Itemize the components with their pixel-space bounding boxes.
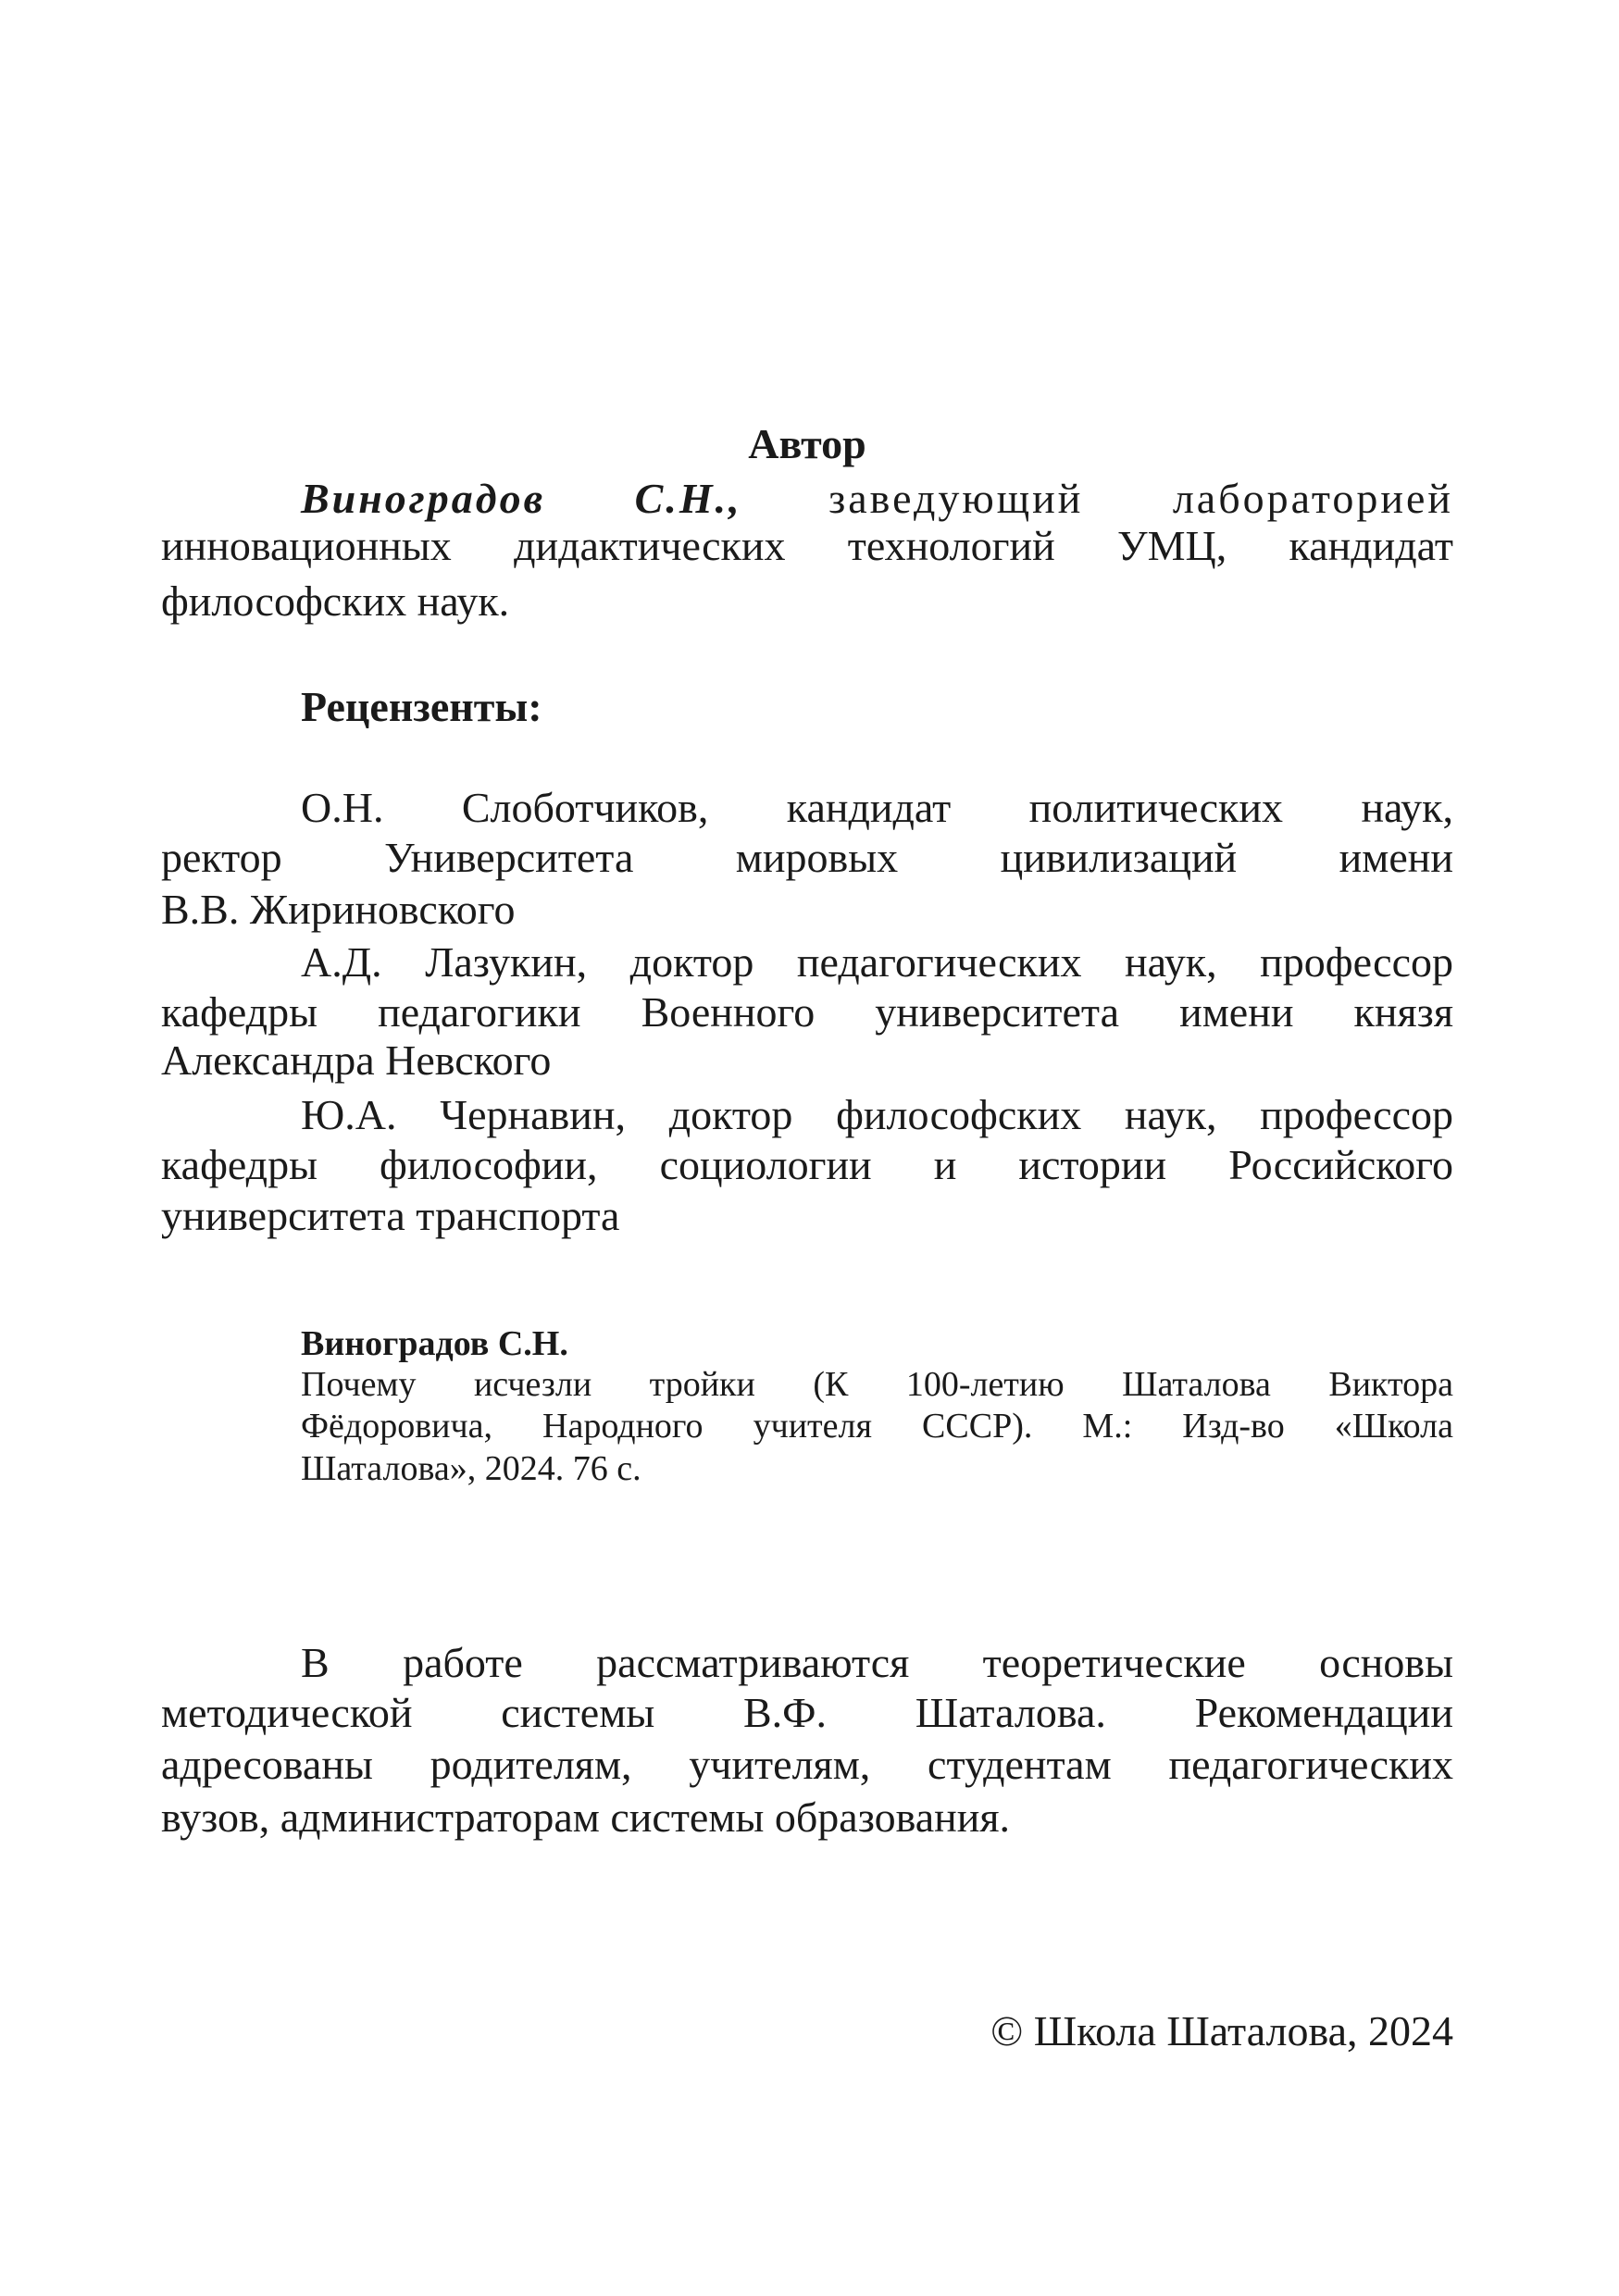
bibliography-line: Шаталова», 2024. 76 с. xyxy=(301,1449,641,1488)
abstract-line: В работе рассматриваются теоретические основы xyxy=(301,1639,1453,1686)
abstract-line: адресованы родителям, учителям, студентам педагогических xyxy=(161,1741,1453,1788)
reviewer-line: Александра Невского xyxy=(161,1036,552,1084)
copyright: © Школа Шаталова, 2024 xyxy=(990,2007,1453,2054)
reviewer-line: кафедры философии, социологии и истории Российского xyxy=(161,1141,1453,1188)
reviewer-line: университета транспорта xyxy=(161,1192,620,1239)
reviewer-line: кафедры педагогики Военного университета имени князя xyxy=(161,988,1453,1036)
author-name: Виноградов С.Н., xyxy=(301,475,742,522)
author-position: заведующий лабораторией xyxy=(828,475,1453,522)
author-line: инновационных дидактических технологий УМЦ, кандидат xyxy=(161,522,1453,569)
bibliography-author: Виноградов С.Н. xyxy=(301,1324,568,1363)
reviewer-line: А.Д. Лазукин, доктор педагогических наук, профессор xyxy=(301,938,1453,986)
bibliography-line: Почему исчезли тройки (К 100-летию Шаталова Виктора xyxy=(301,1365,1453,1404)
reviewers-heading: Рецензенты: xyxy=(301,683,542,730)
reviewer-line: ректор Университета мировых цивилизаций имени xyxy=(161,834,1453,881)
reviewer-line: Ю.А. Чернавин, доктор философских наук, профессор xyxy=(301,1091,1453,1138)
author-line xyxy=(301,473,1453,525)
reviewer-line: В.В. Жириновского xyxy=(161,886,516,933)
author-line: философских наук. xyxy=(161,577,510,625)
author-heading: Автор xyxy=(748,420,866,467)
bibliography-line: Фёдоровича, Народного учителя СССР). М.: Изд-во «Школа xyxy=(301,1407,1453,1446)
abstract-line: методической системы В.Ф. Шаталова. Рекомендации xyxy=(161,1689,1453,1736)
reviewer-line: О.Н. Слоботчиков, кандидат политических наук, xyxy=(301,784,1453,831)
abstract-line: вузов, администраторам системы образования. xyxy=(161,1793,1011,1841)
